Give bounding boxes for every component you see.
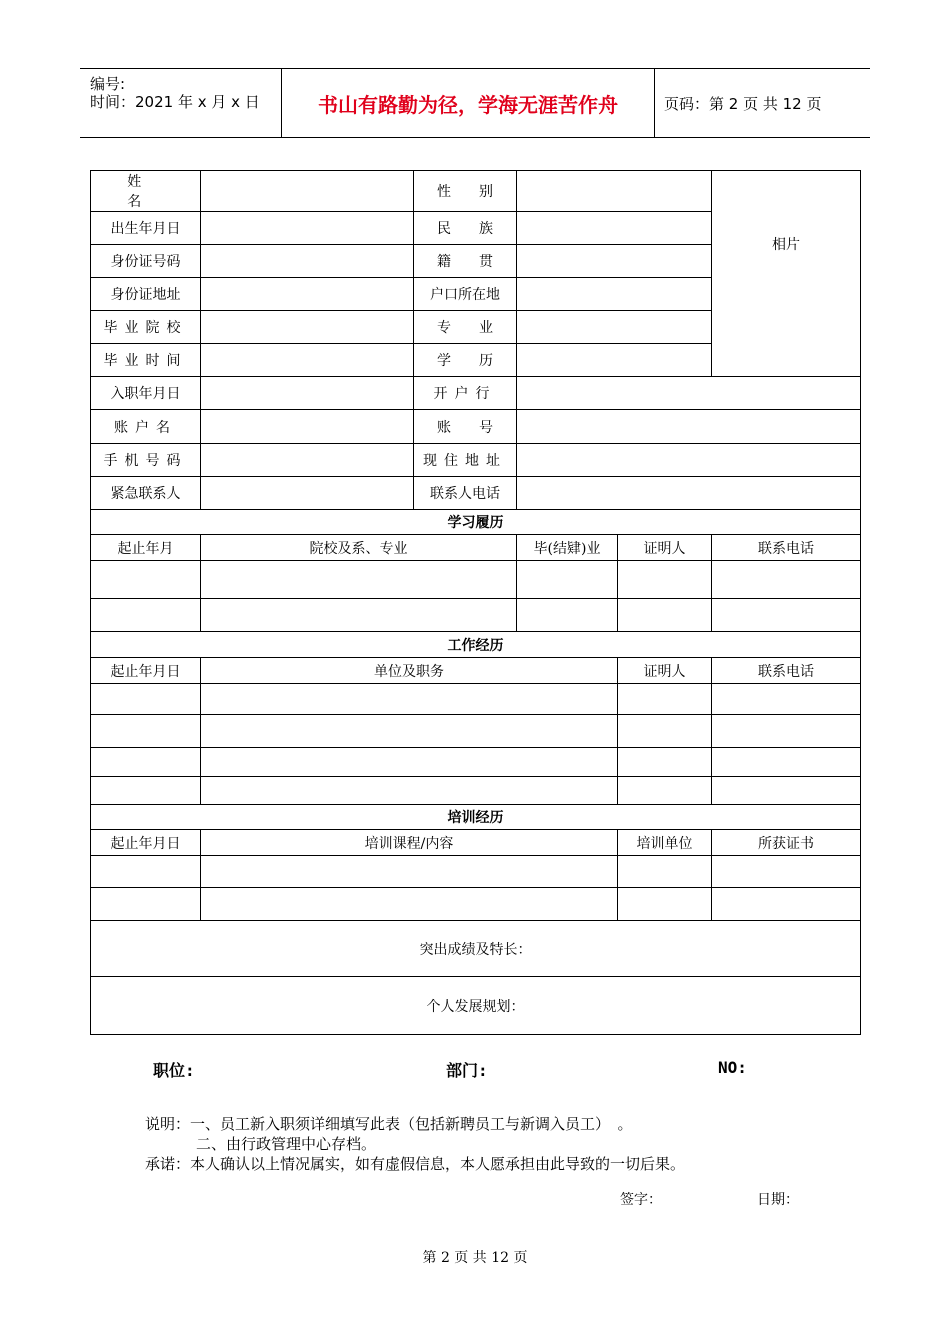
field-join-date[interactable] — [201, 377, 414, 410]
section-title-work: 工作经历 — [91, 632, 861, 658]
header-meta — [80, 69, 281, 137]
study-cell[interactable] — [91, 561, 201, 599]
study-header-period: 起止年月 — [91, 535, 201, 561]
label-school: 毕业院校 — [91, 311, 201, 344]
field-hukou[interactable] — [517, 278, 712, 311]
field-mobile[interactable] — [201, 444, 414, 477]
date-label: 日期： — [757, 1192, 799, 1208]
training-header-org: 培训单位 — [618, 830, 712, 856]
page-footer: 第 2 页 共 12 页 — [422, 1250, 528, 1266]
label-ethnicity: 民 族 — [414, 212, 517, 245]
note-line-2: 二、由行政管理中心存档。 — [196, 1135, 377, 1153]
signature-label: 签字： — [620, 1192, 662, 1208]
table-row — [91, 856, 861, 888]
training-cell[interactable] — [201, 888, 618, 921]
field-emergency[interactable] — [201, 477, 414, 510]
work-cell[interactable] — [618, 715, 712, 748]
label-birth: 出生年月日 — [91, 212, 201, 245]
section-title-training: 培训经历 — [91, 805, 861, 830]
label-emergency: 紧急联系人 — [91, 477, 201, 510]
work-cell[interactable] — [712, 684, 861, 715]
training-cell[interactable] — [201, 856, 618, 888]
label-gender: 性 别 — [414, 171, 517, 212]
study-cell[interactable] — [712, 599, 861, 632]
field-account-no[interactable] — [517, 410, 861, 444]
table-row — [91, 777, 861, 805]
work-header-witness: 证明人 — [618, 658, 712, 684]
plan-field[interactable] — [91, 977, 861, 1035]
photo-label: 相片 — [772, 236, 800, 253]
label-emergency-phone: 联系人电话 — [414, 477, 517, 510]
study-cell[interactable] — [712, 561, 861, 599]
training-header-cert: 所获证书 — [712, 830, 861, 856]
department-label: 部门: — [446, 1061, 488, 1080]
study-cell[interactable] — [201, 561, 517, 599]
label-grad-time: 毕业时间 — [91, 344, 201, 377]
study-cell[interactable] — [91, 599, 201, 632]
employee-form — [90, 170, 861, 1035]
study-header-school: 院校及系、专业 — [201, 535, 517, 561]
strengths-label: 突出成绩及特长： — [419, 941, 532, 958]
table-row — [91, 561, 861, 599]
work-cell[interactable] — [618, 777, 712, 805]
study-header-phone: 联系电话 — [712, 535, 861, 561]
training-header-period: 起止年月日 — [91, 830, 201, 856]
training-cell[interactable] — [712, 888, 861, 921]
study-cell[interactable] — [517, 561, 618, 599]
table-row — [91, 599, 861, 632]
table-row — [91, 888, 861, 921]
label-account-name: 账户名 — [91, 410, 201, 444]
label-name: 姓 名 — [91, 171, 201, 212]
field-grad-time[interactable] — [201, 344, 414, 377]
field-native-place[interactable] — [517, 245, 712, 278]
page-header — [80, 68, 870, 138]
header-motto-cell — [281, 69, 655, 137]
page-info: 页码：第 2 页 共 12 页 — [664, 94, 822, 113]
label-address: 现住地址 — [414, 444, 517, 477]
label-major: 专 业 — [414, 311, 517, 344]
field-ethnicity[interactable] — [517, 212, 712, 245]
label-bank: 开户行 — [414, 377, 517, 410]
study-header-witness: 证明人 — [618, 535, 712, 561]
work-cell[interactable] — [91, 684, 201, 715]
training-cell[interactable] — [712, 856, 861, 888]
work-cell[interactable] — [618, 684, 712, 715]
work-header-period: 起止年月日 — [91, 658, 201, 684]
number-no-label: NO: — [718, 1058, 747, 1077]
study-cell[interactable] — [517, 599, 618, 632]
study-cell[interactable] — [618, 599, 712, 632]
work-cell[interactable] — [91, 748, 201, 777]
field-major[interactable] — [517, 311, 712, 344]
plan-label: 个人发展规划： — [426, 998, 525, 1015]
study-cell[interactable] — [618, 561, 712, 599]
position-label: 职位: — [153, 1061, 195, 1080]
field-id-address[interactable] — [201, 278, 414, 311]
work-cell[interactable] — [201, 748, 618, 777]
number-label: 编号: — [90, 75, 126, 93]
field-birth[interactable] — [201, 212, 414, 245]
section-title-study: 学习履历 — [91, 510, 861, 535]
field-address[interactable] — [517, 444, 861, 477]
field-school[interactable] — [201, 311, 414, 344]
strengths-field[interactable] — [91, 921, 861, 977]
field-bank[interactable] — [517, 377, 861, 410]
time-text: 时间：2021 年 x 月 x 日 — [90, 93, 260, 111]
header-page-cell — [654, 69, 870, 137]
field-education[interactable] — [517, 344, 712, 377]
work-header-phone: 联系电话 — [712, 658, 861, 684]
training-cell[interactable] — [91, 856, 201, 888]
work-cell[interactable] — [201, 684, 618, 715]
training-cell[interactable] — [91, 888, 201, 921]
training-cell[interactable] — [618, 856, 712, 888]
work-header-unit: 单位及职务 — [201, 658, 618, 684]
study-cell[interactable] — [201, 599, 517, 632]
field-id-number[interactable] — [201, 245, 414, 278]
label-id-number: 身份证号码 — [91, 245, 201, 278]
label-account-no: 账 号 — [414, 410, 517, 444]
pledge-text: 承诺：本人确认以上情况属实，如有虚假信息，本人愿承担由此导致的一切后果。 — [145, 1155, 686, 1173]
training-header-course: 培训课程/内容 — [201, 830, 618, 856]
work-cell[interactable] — [91, 715, 201, 748]
field-account-name[interactable] — [201, 410, 414, 444]
label-id-address: 身份证地址 — [91, 278, 201, 311]
table-row — [91, 715, 861, 748]
work-cell[interactable] — [201, 715, 618, 748]
field-emergency-phone[interactable] — [517, 477, 861, 510]
photo-box[interactable] — [712, 171, 861, 377]
label-native-place: 籍 贯 — [414, 245, 517, 278]
table-row — [91, 684, 861, 715]
study-header-status: 毕(结肄)业 — [517, 535, 618, 561]
work-cell[interactable] — [201, 777, 618, 805]
work-cell[interactable] — [91, 777, 201, 805]
motto: 书山有路勤为径，学海无涯苦作舟 — [318, 92, 618, 117]
work-cell[interactable] — [712, 748, 861, 777]
field-gender[interactable] — [517, 171, 712, 212]
label-hukou: 户口所在地 — [414, 278, 517, 311]
label-mobile: 手机号码 — [91, 444, 201, 477]
label-education: 学 历 — [414, 344, 517, 377]
work-cell[interactable] — [712, 777, 861, 805]
work-cell[interactable] — [712, 715, 861, 748]
note-line-1: 说明：一、员工新入职须详细填写此表（包括新聘员工与新调入员工） 。 — [145, 1115, 633, 1133]
table-row — [91, 748, 861, 777]
label-join-date: 入职年月日 — [91, 377, 201, 410]
work-cell[interactable] — [618, 748, 712, 777]
training-cell[interactable] — [618, 888, 712, 921]
